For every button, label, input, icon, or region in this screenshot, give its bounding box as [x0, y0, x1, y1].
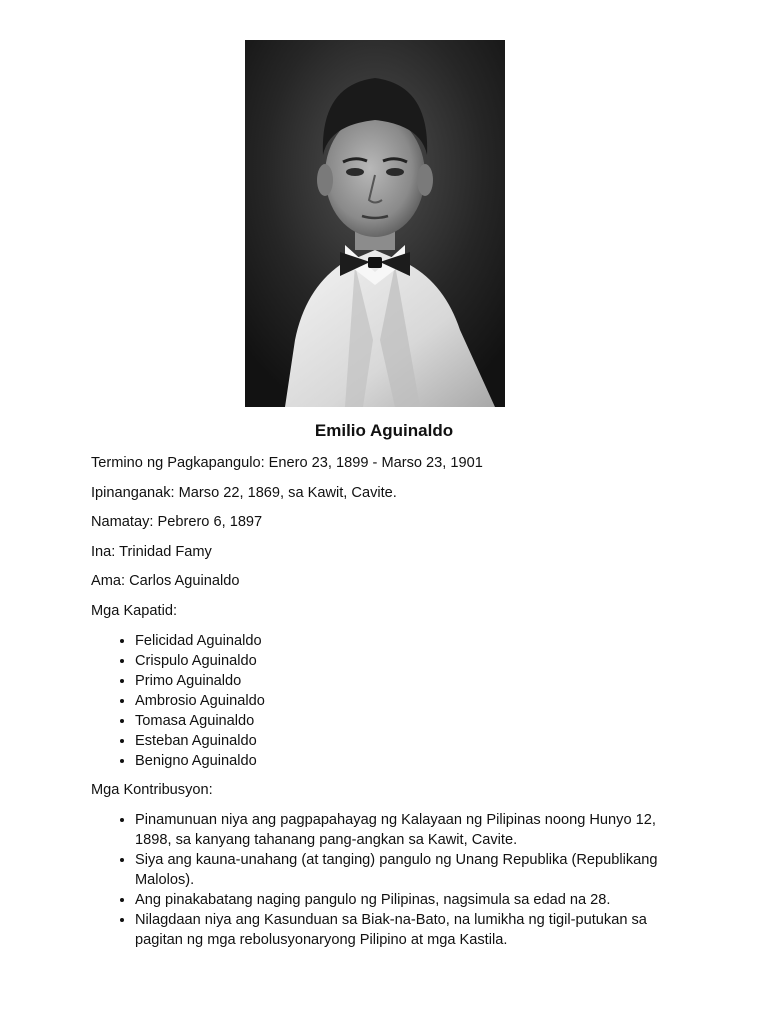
list-item: • Esteban Aguinaldo	[135, 731, 691, 751]
list-item: • Benigno Aguinaldo	[135, 751, 691, 771]
contributions-heading: Mga Kontribusyon:	[91, 781, 213, 798]
list-item: • Ang pinakabatang naging pangulo ng Pilipinas, nagsimula sa edad na 28.	[135, 890, 691, 910]
contributions-list	[91, 810, 691, 950]
siblings-heading: Mga Kapatid:	[91, 602, 177, 619]
list-item: • Crispulo Aguinaldo	[135, 651, 691, 671]
father-field: Ama: Carlos Aguinaldo	[91, 573, 240, 589]
list-item: • Siya ang kauna-unahang (at tanging) pangulo ng Unang Republika (Republikang Malolos).	[135, 850, 691, 890]
siblings-list	[91, 631, 691, 771]
list-item: • Tomasa Aguinaldo	[135, 711, 691, 731]
portrait-photo	[245, 40, 505, 407]
list-item: • Nilagdaan niya ang Kasunduan sa Biak-na-Bato, na lumikha ng tigil-putukan sa pagitan ng mga rebolusyonaryong Pilipino at mga Kastila.	[135, 910, 691, 950]
person-photo-icon	[245, 40, 505, 407]
term-field: Termino ng Pagkapangulo: Enero 23, 1899 - Marso 23, 1901	[91, 455, 483, 471]
list-item: • Primo Aguinaldo	[135, 671, 691, 691]
list-item: • Felicidad Aguinaldo	[135, 631, 691, 651]
death-field: Namatay: Pebrero 6, 1897	[91, 514, 263, 530]
page-title: Emilio Aguinaldo	[314, 421, 454, 440]
document-body	[91, 453, 691, 959]
list-item: • Ambrosio Aguinaldo	[135, 691, 691, 711]
mother-field: Ina: Trinidad Famy	[91, 543, 212, 560]
list-item: • Pinamunuan niya ang pagpapahayag ng Kalayaan ng Pilipinas noong Hunyo 12, 1898, sa kanyang tahanang pang-angkan sa Kawit, Cavite.	[135, 810, 691, 850]
birth-field: Ipinanganak: Marso 22, 1869, sa Kawit, Cavite.	[91, 484, 397, 501]
